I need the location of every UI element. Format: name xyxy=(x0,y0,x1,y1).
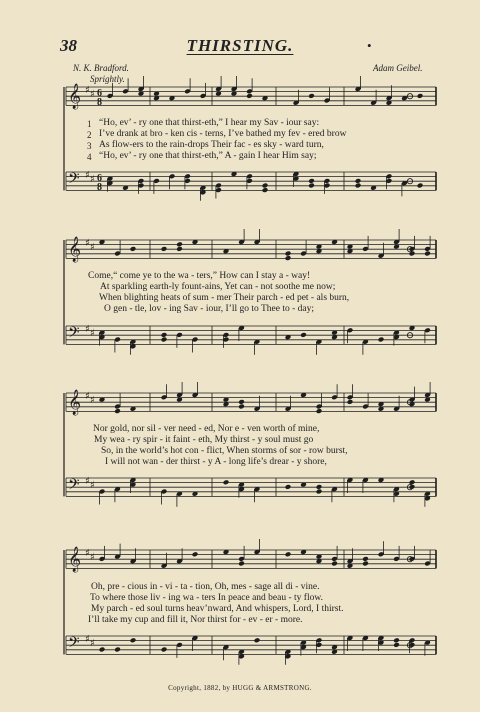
sharp-sign: ♯ xyxy=(90,638,95,649)
bass-clef: 𝄢 xyxy=(68,170,80,191)
note-head xyxy=(161,246,168,252)
page-number: 38 xyxy=(60,36,77,55)
note-head xyxy=(362,561,369,567)
note-head xyxy=(161,647,168,653)
note-head xyxy=(285,255,292,261)
note-head xyxy=(130,637,137,643)
poet-credit: N. K. Bradford. xyxy=(73,63,129,73)
tempo-marking: Sprightly. xyxy=(90,74,125,84)
note-head xyxy=(308,183,315,189)
treble-clef: 𝄞 xyxy=(68,84,82,109)
treble-clef: 𝄞 xyxy=(68,390,82,415)
treble-clef: 𝄞 xyxy=(68,547,82,572)
sharp-sign: ♯ xyxy=(85,238,90,249)
lyric-line: My wea - ry spir - it faint - eth, My thirst - y soul must go xyxy=(94,435,314,445)
sharp-sign: ♯ xyxy=(90,242,95,253)
sharp-sign: ♯ xyxy=(85,391,90,402)
sharp-sign: ♯ xyxy=(90,174,95,185)
note-head xyxy=(316,408,323,414)
time-signature: 8 xyxy=(97,182,102,193)
note-head xyxy=(262,183,269,189)
lyric-line: I’ve drank at bro - ken cis - terns, I’ve bathed my fev - ered brow xyxy=(99,129,347,139)
copyright-notice: Copyright, 1882, by HUGG & ARMSTRONG. xyxy=(168,684,312,692)
note-head xyxy=(114,647,121,653)
note-head xyxy=(161,332,168,338)
note-head xyxy=(308,178,315,184)
sharp-sign: ♯ xyxy=(90,89,95,100)
note-head xyxy=(99,647,106,653)
lyric-line: To where those liv - ing wa - ters In peace and beau - ty flow. xyxy=(90,593,323,603)
note-head xyxy=(417,183,424,189)
sharp-sign: ♯ xyxy=(85,170,90,181)
sharp-sign: ♯ xyxy=(85,548,90,559)
sharp-sign: ♯ xyxy=(85,85,90,96)
lyric-line: Come,“ come ye to the wa - ters,” How can I stay a - way! xyxy=(88,271,311,281)
note-head xyxy=(355,183,362,189)
note-head xyxy=(161,337,168,343)
note-head xyxy=(316,484,323,490)
lyric-line: I will not wan - der thirst - y A - long life’s drear - y shore, xyxy=(105,457,327,467)
note-head xyxy=(417,93,424,99)
time-signature: 8 xyxy=(97,97,102,108)
hymn-mark: • xyxy=(367,38,372,53)
note-head xyxy=(285,551,292,557)
note-head xyxy=(378,337,385,343)
note-head xyxy=(254,637,261,643)
hymn-title: THIRSTING. xyxy=(186,36,294,55)
note-head xyxy=(176,246,183,252)
note-head xyxy=(238,399,245,405)
note-head xyxy=(300,332,307,338)
sharp-sign: ♯ xyxy=(90,552,95,563)
verse-number: 3 xyxy=(87,141,92,151)
lyric-line: At sparkling earth-ly fount-ains, Yet can - not soothe me now; xyxy=(100,282,336,292)
verse-number: 4 xyxy=(87,152,92,162)
time-signature: 6 xyxy=(97,173,102,184)
note-head xyxy=(308,93,315,99)
note-head xyxy=(223,479,230,485)
bass-clef: 𝄢 xyxy=(68,476,80,497)
lyric-line: O gen - tle, lov - ing Sav - iour, I’ll go to Thee to - day; xyxy=(104,304,314,314)
note-head xyxy=(393,642,400,648)
note-head xyxy=(238,404,245,410)
sharp-sign: ♯ xyxy=(90,395,95,406)
lyric-line: Nor gold, nor sil - ver need - ed, Nor e - ven worth of mine, xyxy=(93,424,320,434)
lyric-line: When blighting heats of sum - mer Their parch - ed pet - als burn, xyxy=(99,293,350,303)
bass-clef: 𝄢 xyxy=(68,324,80,345)
note-head xyxy=(114,408,121,414)
note-head xyxy=(246,93,253,99)
sharp-sign: ♯ xyxy=(90,328,95,339)
note-head xyxy=(355,178,362,184)
note-head xyxy=(424,251,431,257)
lyric-line: “Ho, ev’ - ry one that thirst-eth,” I hear my Sav - iour say: xyxy=(99,118,320,128)
lyric-line: Oh, pre - cious in - vi - ta - tion, Oh, mes - sage all di - vine. xyxy=(91,582,320,592)
lyric-line: “Ho, ev’ - ry one that thirst-eth,” A - gain I hear Him say; xyxy=(99,151,317,161)
note-head xyxy=(347,399,354,405)
treble-clef: 𝄞 xyxy=(68,237,82,262)
note-head xyxy=(331,561,338,567)
lyric-line: My parch - ed soul turns heav’nward, And whispers, Lord, I thirst. xyxy=(91,604,344,614)
composer-credit: Adam Geibel. xyxy=(373,63,423,73)
time-signature: 6 xyxy=(97,88,102,99)
verse-number: 1 xyxy=(87,119,92,129)
sharp-sign: ♯ xyxy=(85,476,90,487)
note-head xyxy=(238,561,245,567)
note-head xyxy=(285,251,292,257)
note-head xyxy=(393,637,400,643)
note-head xyxy=(192,551,199,557)
note-head xyxy=(262,187,269,193)
note-head xyxy=(362,556,369,562)
lyric-line: I’ll take my cup and fill it, Nor thirst for - ev - er - more. xyxy=(88,615,303,625)
verse-number: 2 xyxy=(87,130,92,140)
note-head xyxy=(130,246,137,252)
note-head xyxy=(176,241,183,247)
sharp-sign: ♯ xyxy=(85,634,90,645)
lyric-line: So, in the world’s hot con - flict, When storms of sor - row burst, xyxy=(101,446,348,456)
bass-clef: 𝄢 xyxy=(68,634,80,655)
note-head xyxy=(285,484,292,490)
note-head xyxy=(316,489,323,495)
sharp-sign: ♯ xyxy=(85,324,90,335)
sharp-sign: ♯ xyxy=(90,480,95,491)
lyric-line: As flow-ers to the rain-drops Their fac - es sky - ward turn, xyxy=(99,140,324,150)
